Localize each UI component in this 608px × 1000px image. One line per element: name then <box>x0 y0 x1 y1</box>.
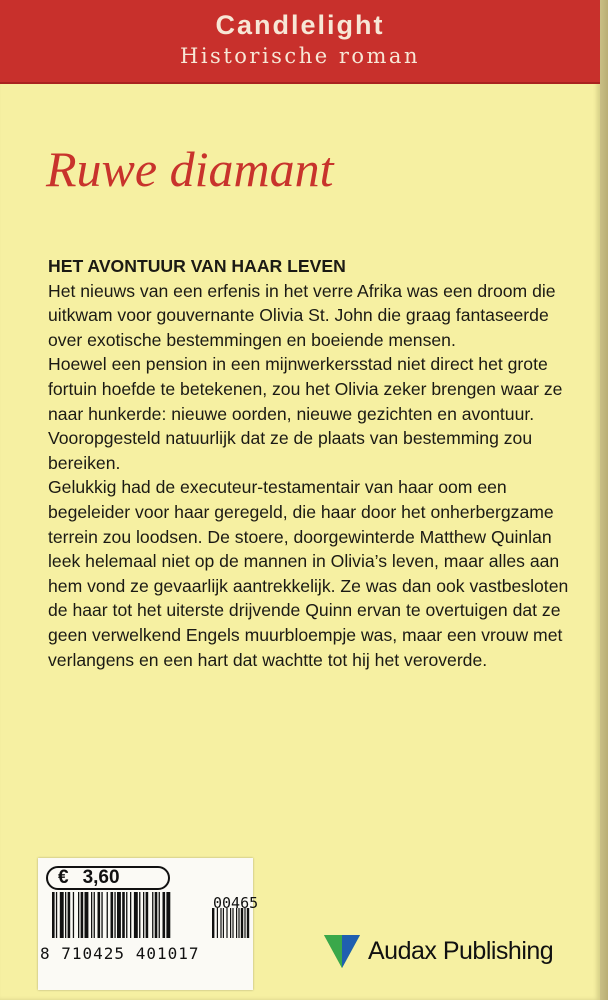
series-subtitle: Historische roman <box>180 44 420 68</box>
blurb <box>48 254 573 672</box>
publisher-logo <box>322 931 553 971</box>
audax-triangle-logo-icon <box>322 932 362 970</box>
blurb-paragraph: Het nieuws van een erfenis in het verre Afrika was een droom die uitkwam voor gouvernante Olivia St. John die graag fantaseerde over exotische bestemmingen en boeiende mensen. <box>48 280 556 350</box>
blurb-heading: HET AVONTUUR VAN HAAR LEVEN <box>48 256 346 276</box>
book-title: Ruwe diamant <box>46 141 334 197</box>
currency-symbol: € <box>58 867 69 888</box>
series-name: Candlelight <box>215 10 385 40</box>
barcode-number: 8 710425 401017 <box>40 944 200 963</box>
barcode-addon-number: 00465 <box>213 894 259 912</box>
series-banner <box>0 0 600 84</box>
book-edge <box>600 0 608 1000</box>
price-amount: 3,60 <box>82 867 120 888</box>
publisher-name: Audax Publishing <box>368 936 554 965</box>
blurb-paragraph: Hoewel een pension in een mijnwerkersstad niet direct het grote fortuin hoefde te betekenen, zou het Olivia zeker brengen waar ze naar hunkerde: nieuwe oorden, nieuwe gezichten en avontuur. Vooropgesteld natuurlijk dat ze de plaats van bestemming zou bereiken. <box>48 354 563 473</box>
price-label <box>46 866 170 890</box>
blurb-paragraph: Gelukkig had de executeur-testamentair van haar oom een begeleider voor haar geregeld, die haar door het onherbergzame terrein zou loodsen. De stoere, doorgewinterde Matthew Quinlan leek helemaal niet op de mannen in Olivia’s leven, maar alles aan hem vond ze gevaarlijk aantrekkelijk. Ze was dan ook vastbesloten de haar tot het uiterste drijvende Quinn ervan te overtuigen dat ze geen verwelkend Engels muurbloempje was, maar een vrouw met verlangens en een hart dat wachtte tot hij het veroverde. <box>48 477 569 670</box>
